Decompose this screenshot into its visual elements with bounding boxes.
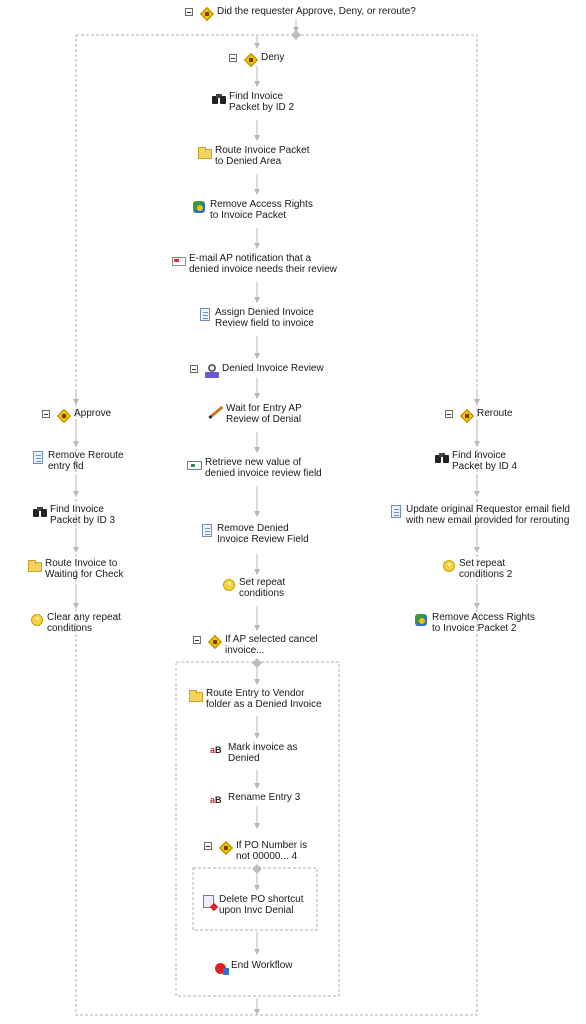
node-label-line: Update original Requestor email field	[406, 504, 570, 515]
node-label-line: Clear any repeat	[47, 612, 121, 623]
activity-denied-invoice-review[interactable]	[190, 363, 324, 379]
node-label-line: with new email provided for rerouting	[406, 515, 570, 526]
node-label-line: to Denied Area	[215, 156, 282, 167]
node-label: Deny	[261, 52, 285, 63]
binoculars-icon	[434, 450, 450, 466]
node-label-line: Delete PO shortcut	[219, 894, 304, 905]
decision-diamond-icon	[199, 6, 215, 22]
activity-route-denied-area[interactable]	[197, 145, 310, 167]
access-rights-icon	[414, 612, 430, 628]
node-label-line: denied invoice needs their review	[189, 264, 337, 275]
node-label-line: Find Invoice	[452, 450, 506, 461]
decision-diamond-icon	[218, 840, 234, 856]
node-label-line: Remove Access Rights	[210, 199, 313, 210]
repeat-condition-icon	[221, 577, 237, 593]
decision-diamond-icon	[56, 408, 72, 424]
node-label: Denied Invoice Review	[222, 363, 324, 374]
node-label: Rename Entry 3	[228, 792, 301, 803]
folder-route-icon	[188, 688, 204, 704]
node-label-line: Review field to invoice	[215, 318, 314, 329]
rename-icon: aB	[210, 745, 222, 755]
activity-mark-denied[interactable]	[210, 742, 297, 764]
branch-deny[interactable]	[229, 52, 284, 68]
node-label-line: not 00000... 4	[236, 851, 298, 862]
node-label-line: Set repeat	[459, 558, 506, 569]
node-label-line: Remove Reroute	[48, 450, 124, 461]
node-label-line: If AP selected cancel	[225, 634, 318, 645]
collapse-toggle-icon[interactable]	[190, 365, 198, 373]
node-label-line: folder as a Denied Invoice	[206, 699, 322, 710]
activity-remove-access-rights[interactable]	[192, 199, 313, 221]
activity-email-ap[interactable]	[171, 253, 337, 275]
node-label-line: Assign Denied Invoice	[215, 307, 314, 318]
activity-find-invoice-3[interactable]	[32, 504, 115, 526]
activity-end-workflow[interactable]	[213, 960, 293, 976]
node-label-line: Packet by ID 4	[452, 461, 518, 472]
collapse-toggle-icon[interactable]	[445, 410, 453, 418]
node-label-line: conditions	[239, 588, 285, 599]
node-label-line: to Invoice Packet	[210, 210, 287, 221]
field-document-icon	[199, 523, 215, 539]
pen-wait-icon	[208, 403, 224, 419]
node-label: End Workflow	[231, 960, 293, 971]
root-decision[interactable]	[185, 6, 416, 22]
node-label-line: to Invoice Packet 2	[432, 623, 517, 634]
field-document-icon	[197, 307, 213, 323]
rename-icon: aB	[210, 795, 222, 805]
node-label-line: Route Invoice Packet	[215, 145, 310, 156]
textbox-icon	[187, 457, 203, 473]
collapse-toggle-icon[interactable]	[42, 410, 50, 418]
repeat-condition-icon	[441, 558, 457, 574]
node-label-line: Route Entry to Vendor	[206, 688, 305, 699]
field-document-icon	[30, 450, 46, 466]
activity-wait-for-entry[interactable]	[208, 403, 302, 425]
collapse-toggle-icon[interactable]	[193, 636, 201, 644]
node-label-line: Packet by ID 2	[229, 102, 295, 113]
branch-reroute[interactable]	[445, 408, 513, 424]
node-label-line: Mark invoice as	[228, 742, 298, 753]
node-label-line: Wait for Entry AP	[226, 403, 302, 414]
field-document-icon	[388, 504, 404, 520]
collapse-toggle-icon[interactable]	[229, 54, 237, 62]
email-icon	[171, 253, 187, 269]
node-label-line: denied invoice review field	[205, 468, 322, 479]
activity-remove-reroute-field[interactable]	[30, 450, 124, 472]
node-label-line: upon Invc Denial	[219, 905, 294, 916]
collapse-toggle-icon[interactable]	[185, 8, 193, 16]
activity-assign-review-field[interactable]	[197, 307, 314, 329]
node-label-line: entry fld	[48, 461, 84, 472]
decision-if-ap-cancel[interactable]	[193, 634, 318, 656]
activity-remove-access-rights-2[interactable]	[414, 612, 535, 634]
activity-set-repeat-conditions[interactable]	[221, 577, 285, 599]
decision-diamond-icon	[243, 52, 259, 68]
node-label-line: Remove Denied	[217, 523, 289, 534]
node-label-line: conditions 2	[459, 569, 513, 580]
access-rights-icon	[192, 199, 208, 215]
activity-delete-po-shortcut[interactable]	[201, 894, 303, 916]
node-label: Did the requester Approve, Deny, or reroute?	[217, 6, 416, 17]
node-label-line: Waiting for Check	[45, 569, 124, 580]
activity-find-invoice-2[interactable]	[211, 91, 294, 113]
node-label-line: Route Invoice to	[45, 558, 118, 569]
activity-route-to-vendor[interactable]	[188, 688, 322, 710]
node-label: Reroute	[477, 408, 513, 419]
folder-route-icon	[27, 558, 43, 574]
node-label-line: Review of Denial	[226, 414, 302, 425]
node-label-line: E-mail AP notification that a	[189, 253, 312, 264]
activity-update-requestor-email[interactable]	[388, 504, 570, 526]
node-label: Approve	[74, 408, 112, 419]
node-label-line: If PO Number is	[236, 840, 308, 851]
node-label-line: invoice...	[225, 645, 265, 656]
node-label-line: Denied	[228, 753, 260, 764]
node-label-line: Find Invoice	[50, 504, 104, 515]
node-label-line: conditions	[47, 623, 93, 634]
node-label-line: Find Invoice	[229, 91, 283, 102]
review-user-icon	[204, 363, 220, 379]
end-workflow-icon	[213, 960, 229, 976]
binoculars-icon	[211, 91, 227, 107]
decision-if-po-number[interactable]	[204, 840, 307, 862]
decision-diamond-icon	[207, 634, 223, 650]
node-label-line: Remove Access Rights	[432, 612, 535, 623]
activity-retrieve-value[interactable]	[187, 457, 322, 479]
decision-diamond-icon	[459, 408, 475, 424]
activity-clear-repeat[interactable]	[29, 612, 121, 634]
activity-remove-denied-field[interactable]	[199, 523, 309, 545]
repeat-condition-icon	[29, 612, 45, 628]
branch-approve[interactable]	[42, 408, 111, 424]
node-label-line: Packet by ID 3	[50, 515, 116, 526]
node-label-line: Retrieve new value of	[205, 457, 302, 468]
activity-find-invoice-4[interactable]	[434, 450, 517, 472]
activity-set-repeat-conditions-2[interactable]	[441, 558, 512, 580]
folder-route-icon	[197, 145, 213, 161]
delete-shortcut-icon	[201, 894, 217, 910]
activity-route-waiting[interactable]	[27, 558, 124, 580]
node-label-line: Set repeat	[239, 577, 286, 588]
node-label-line: Invoice Review Field	[217, 534, 309, 545]
collapse-toggle-icon[interactable]	[204, 842, 212, 850]
binoculars-icon	[32, 504, 48, 520]
activity-rename-entry-3[interactable]	[210, 792, 300, 808]
